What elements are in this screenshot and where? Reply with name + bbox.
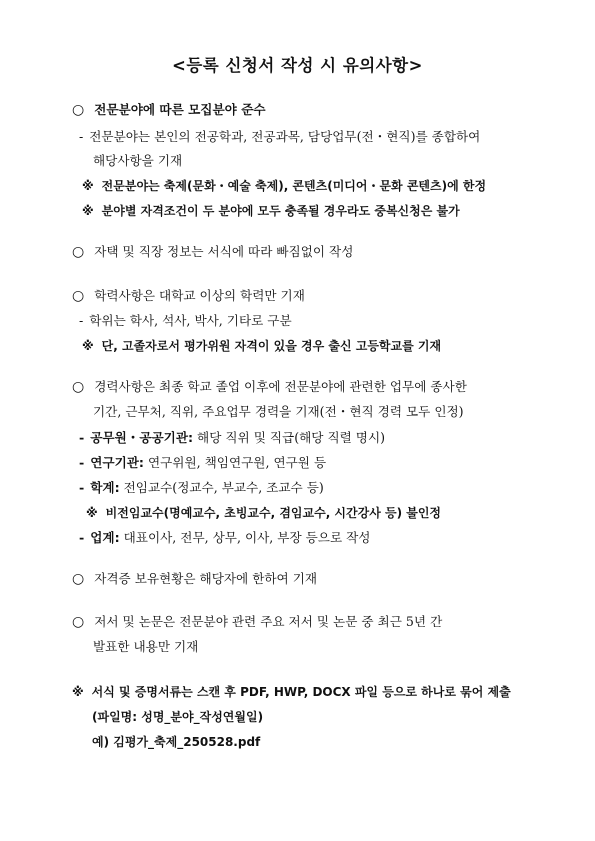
circle-bullet-icon: ○ (72, 379, 85, 395)
section-5-heading-text: 자격증 보유현황은 해당자에 한하여 기재 (94, 571, 318, 586)
section-3-note-1-text: 단, 고졸자로서 평가위원 자격이 있을 경우 출신 고등학교를 기재 (101, 339, 442, 353)
section-4-heading-text-line2: 기간, 근무처, 직위, 주요업무 경력을 기재(전・현직 경력 모두 인정) (93, 404, 464, 419)
section-1-note-1-text: 전문분야는 축제(문화・예술 축제), 콘텐츠(미디어・문화 콘텐츠)에 한정 (101, 179, 487, 193)
section-4-item-1 (79, 430, 385, 446)
section-4-heading-text-line1: 경력사항은 최종 학교 졸업 이후에 전문분야에 관련한 업무에 종사한 (94, 379, 467, 394)
section-4-item-3-text: 전임교수(정교수, 부교수, 조교수 등) (123, 480, 324, 495)
section-1-note-2 (82, 203, 460, 219)
final-note-text-line1: 서식 및 증명서류는 스캔 후 PDF, HWP, DOCX 파일 등으로 하나로 묶어 제출 (91, 685, 511, 699)
dash-bullet: - (79, 313, 84, 328)
section-4-item-4-label: 업계: (90, 530, 120, 545)
section-2-heading-text: 자택 및 직장 정보는 서식에 따라 빠짐없이 작성 (94, 244, 354, 259)
section-4-item-3 (79, 480, 324, 496)
final-note (72, 684, 511, 700)
section-3-item (79, 313, 292, 329)
dash-bullet: - (79, 129, 84, 144)
section-1-item-text-line1: 전문분야는 본인의 전공학과, 전공과목, 담당업무(전・현직)를 종합하여 (89, 129, 481, 144)
circle-bullet-icon: ○ (72, 614, 85, 630)
dash-bullet: - (79, 480, 85, 495)
section-4-item-2 (79, 455, 326, 471)
section-3-heading-text: 학력사항은 대학교 이상의 학력만 기재 (94, 288, 305, 303)
section-4-note-1-text: 비전임교수(명예교수, 초빙교수, 겸임교수, 시간강사 등) 불인정 (105, 506, 442, 520)
final-note-filename-example: 예) 김평가_축제_250528.pdf (92, 735, 261, 749)
section-4-item-2-text: 연구위원, 책임연구원, 연구원 등 (147, 455, 327, 470)
circle-bullet-icon: ○ (72, 102, 85, 118)
final-note-filename-format: (파일명: 성명_분야_작성연월일) (92, 710, 264, 724)
page-title: <등록 신청서 작성 시 유의사항> (172, 56, 423, 75)
section-4-item-1-label: 공무원・공공기관: (90, 430, 194, 445)
section-1-heading (72, 102, 266, 118)
section-1-note-2-text: 분야별 자격조건이 두 분야에 모두 충족될 경우라도 중복신청은 불가 (101, 204, 460, 218)
section-6-heading-text-line2: 발표한 내용만 기재 (93, 639, 199, 654)
section-3-heading (72, 288, 305, 304)
section-6-heading-text-line1: 저서 및 논문은 전문분야 관련 주요 저서 및 논문 중 최근 5년 간 (94, 614, 443, 629)
section-5-heading (72, 571, 317, 587)
section-4-item-2-label: 연구기관: (90, 455, 144, 470)
section-1-item (79, 129, 480, 145)
reference-mark-icon: ※ (82, 204, 94, 218)
section-4-item-3-label: 학계: (90, 480, 120, 495)
dash-bullet: - (79, 530, 85, 545)
section-1-note-1 (82, 178, 486, 194)
section-1-item-text-line2: 해당사항을 기재 (93, 153, 183, 168)
reference-mark-icon: ※ (86, 506, 98, 520)
section-3-note-1 (82, 338, 441, 354)
section-2-heading (72, 244, 353, 260)
section-3-item-text: 학위는 학사, 석사, 박사, 기타로 구분 (89, 313, 292, 328)
dash-bullet: - (79, 455, 85, 470)
reference-mark-icon: ※ (82, 179, 94, 193)
reference-mark-icon: ※ (72, 685, 84, 699)
circle-bullet-icon: ○ (72, 244, 85, 260)
circle-bullet-icon: ○ (72, 288, 85, 304)
section-1-heading-text: 전문분야에 따른 모집분야 준수 (94, 102, 266, 117)
dash-bullet: - (79, 430, 85, 445)
section-4-heading (72, 379, 467, 395)
section-6-heading (72, 614, 442, 630)
reference-mark-icon: ※ (82, 339, 94, 353)
section-4-item-4-text: 대표이사, 전무, 상무, 이사, 부장 등으로 작성 (123, 530, 371, 545)
section-4-note-1 (86, 505, 441, 521)
section-4-item-4 (79, 530, 370, 546)
section-4-item-1-text: 해당 직위 및 직급(해당 직렬 명시) (197, 430, 386, 445)
circle-bullet-icon: ○ (72, 571, 85, 587)
